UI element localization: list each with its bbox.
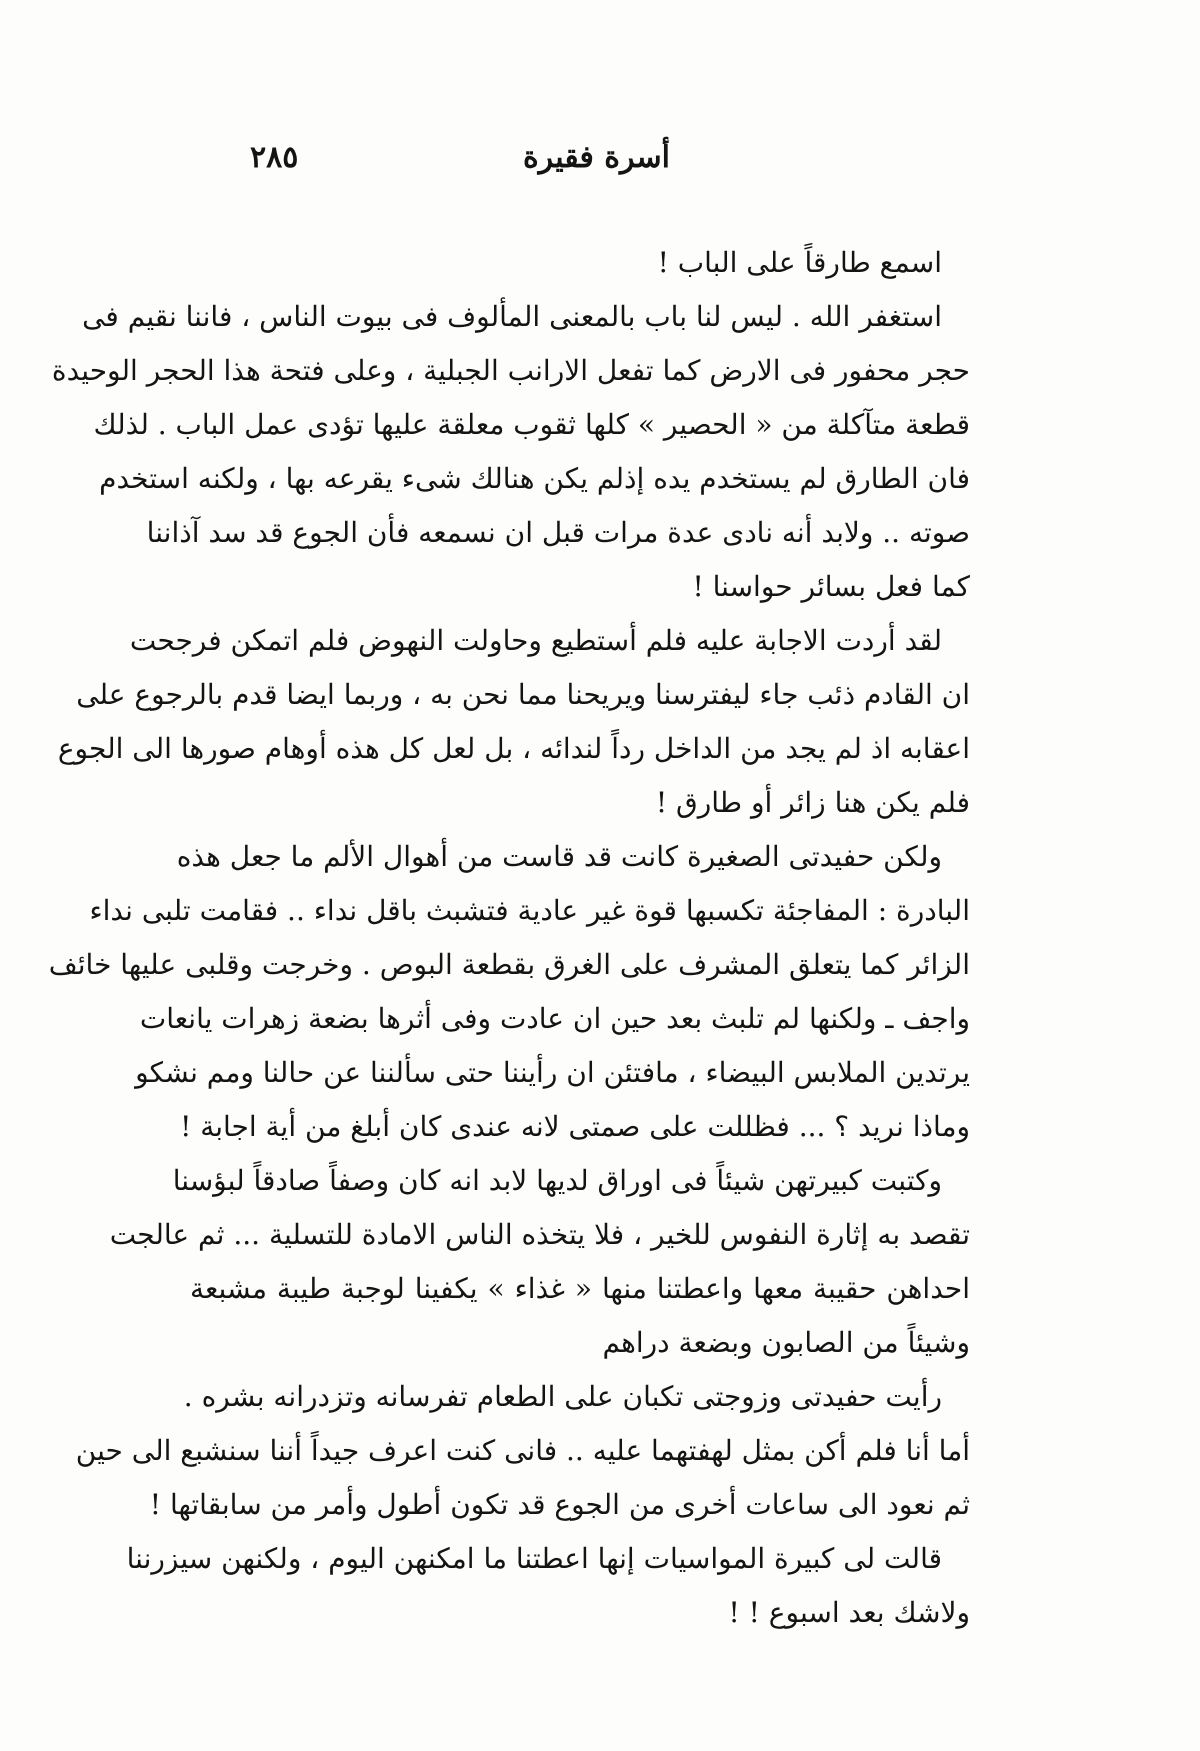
- text-line: الزائر كما يتعلق المشرف على الغرق بقطعة البوص . وخرجت وقلبى عليها خائف: [48, 948, 970, 981]
- chapter-title: أسرة فقيرة: [522, 140, 670, 175]
- text-line: فلم يكن هنا زائر أو طارق !: [655, 786, 970, 819]
- text-line: وشيئاً من الصابون وبضعة دراهم: [602, 1326, 970, 1359]
- text-line: وكتبت كبيرتهن شيئاً فى اوراق لديها لابد انه كان وصفاً صادقاً لبؤسنا: [172, 1164, 942, 1197]
- text-line: ولكن حفيدتى الصغيرة كانت قد قاست من أهوال الألم ما جعل هذه: [176, 840, 942, 873]
- text-line: صوته .. ولابد أنه نادى عدة مرات قبل ان نسمعه فأن الجوع قد سد آذاننا: [146, 516, 970, 549]
- text-line: يرتدين الملابس البيضاء ، مافتئن ان رأيننا حتى سألننا عن حالنا ومم نشكو: [135, 1056, 970, 1089]
- text-line: ان القادم ذئب جاء ليفترسنا ويريحنا مما نحن به ، وربما ايضا قدم بالرجوع على: [76, 678, 970, 711]
- text-line: فان الطارق لم يستخدم يده إذلم يكن هنالك شىء يقرعه بها ، ولكنه استخدم: [99, 462, 970, 495]
- body-text: [48, 236, 970, 1640]
- text-line: لقد أردت الاجابة عليه فلم أستطيع وحاولت النهوض فلم اتمكن فرجحت: [129, 624, 942, 657]
- text-line: أما أنا فلم أكن بمثل لهفتهما عليه .. فانى كنت اعرف جيداً أننا سنشبع الى حين: [75, 1434, 970, 1467]
- text-line: حجر محفور فى الارض كما تفعل الارانب الجبلية ، وعلى فتحة هذا الحجر الوحيدة: [51, 354, 970, 387]
- text-line: قطعة متآكلة من « الحصير » كلها ثقوب معلقة عليها تؤدى عمل الباب . لذلك: [93, 408, 970, 441]
- running-header: [250, 140, 670, 190]
- text-line: احداهن حقيبة معها واعطتنا منها « غذاء » يكفينا لوجبة طيبة مشبعة: [190, 1272, 970, 1305]
- text-line: البادرة : المفاجئة تكسبها قوة غير عادية فتشبث باقل نداء .. فقامت تلبى نداء: [89, 894, 970, 927]
- text-line: رأيت حفيدتى وزوجتى تكبان على الطعام تفرسانه وتزدرانه بشره .: [183, 1380, 942, 1413]
- text-line: استغفر الله . ليس لنا باب بالمعنى المألوف فى بيوت الناس ، فاننا نقيم فى: [82, 300, 942, 333]
- text-line: اعقابه اذ لم يجد من الداخل رداً لندائه ، بل لعل كل هذه أوهام صورها الى الجوع: [57, 732, 970, 765]
- text-line: كما فعل بسائر حواسنا !: [692, 570, 970, 603]
- text-line: ثم نعود الى ساعات أخرى من الجوع قد تكون أطول وأمر من سابقاتها !: [149, 1488, 970, 1521]
- text-line: وماذا نريد ؟ ... فظللت على صمتى لانه عندى كان أبلغ من أية اجابة !: [180, 1110, 970, 1143]
- text-line: ولاشك بعد اسبوع ! !: [728, 1596, 970, 1629]
- text-line: تقصد به إثارة النفوس للخير ، فلا يتخذه الناس الامادة للتسلية ... ثم عالجت: [109, 1218, 970, 1251]
- text-line: اسمع طارقاً على الباب !: [657, 246, 942, 279]
- text-line: قالت لى كبيرة المواسيات إنها اعطتنا ما امكنهن اليوم ، ولكنهن سيزرننا: [126, 1542, 942, 1575]
- page-number: ٢٨٥: [250, 140, 299, 175]
- text-line: واجف ـ ولكنها لم تلبث بعد حين ان عادت وفى أثرها بضعة زهرات يانعات: [139, 1002, 970, 1035]
